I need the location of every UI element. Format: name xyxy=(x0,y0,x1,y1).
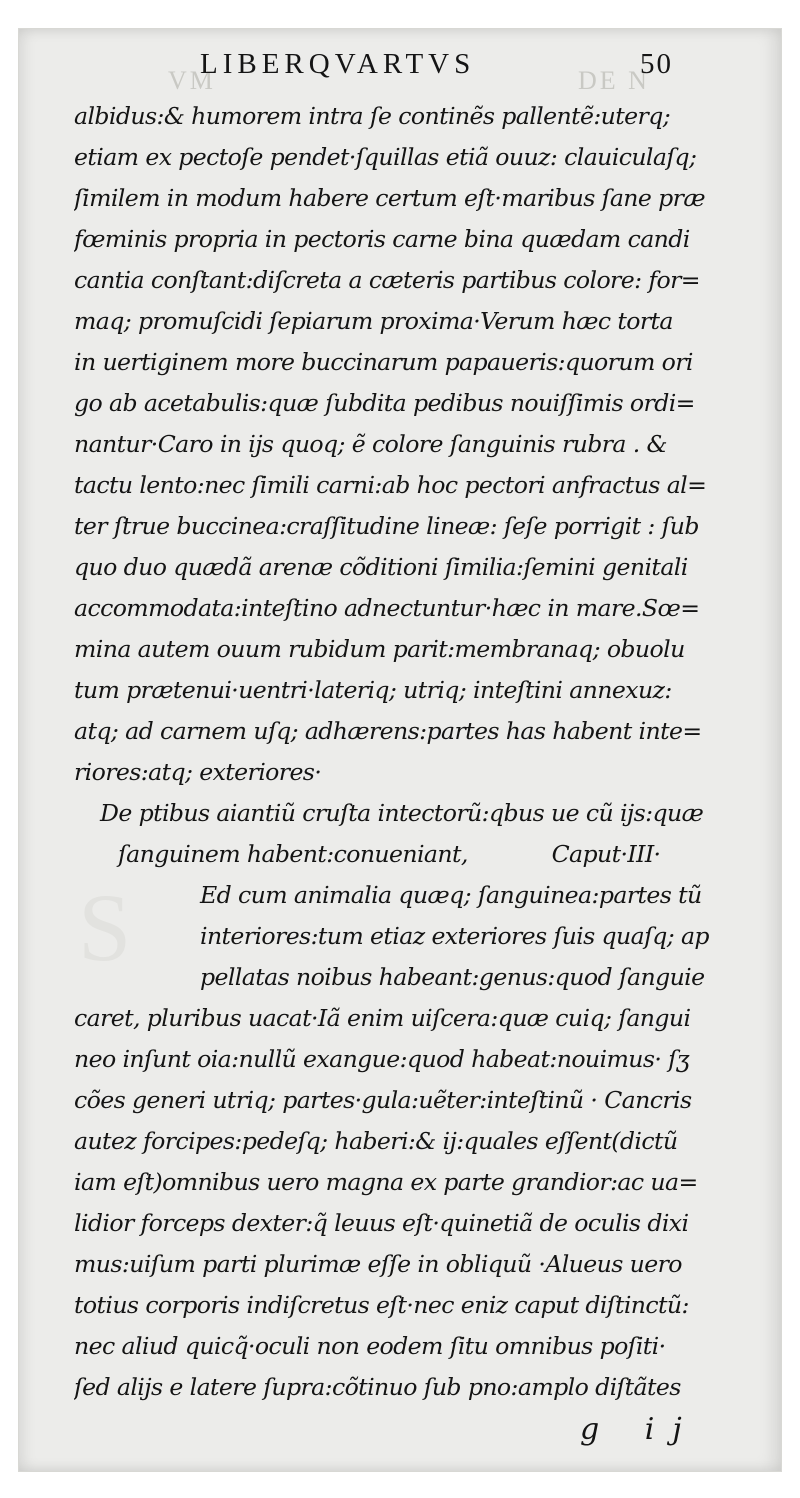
text-line: interiores:tum etiaz exteriores ſuis quaſq; ap xyxy=(200,922,709,950)
text-line: fœminis propria in pectoris carne bina quædam candi xyxy=(74,225,690,253)
text-line: autez forcipes:pedeſq; haberi:& ij:quales eſſent(dictũ xyxy=(74,1127,678,1155)
text-line: caret, pluribus uacat·Iã enim uiſcera:quæ cuiq; ſangui xyxy=(74,1004,691,1032)
chapter-heading-line xyxy=(74,834,746,875)
text-line: totius corporis indiſcretus eſt·nec eniz caput diſtinctũ: xyxy=(74,1291,689,1319)
text-line: in uertiginem more buccinarum papaueris:quorum ori xyxy=(74,348,693,376)
chapter-heading-line: De ptibus aiantiũ cruſta intectorũ:qbus ue cũ ijs:quæ xyxy=(100,799,704,827)
text-line: lidior forceps dexter:q̃ leuus eſt·quinetiã de oculis dixi xyxy=(74,1209,689,1237)
text-line: accommodata:inteſtino adnectuntur·hæc in mare.Sœ= xyxy=(74,594,700,622)
text-line: quo duo quædã arenæ cõditioni ſimilia:ſemini genitali xyxy=(74,553,688,581)
text-line: go ab acetabulis:quæ ſubdita pedibus nouiſſimis ordi= xyxy=(74,389,695,417)
folio-number: 50 xyxy=(640,48,673,80)
text-line: cões generi utriq; partes·gula:uẽter:inteſtinũ · Cancris xyxy=(74,1086,692,1114)
text-line: Ed cum animalia quæq; ſanguinea:partes tũ xyxy=(200,881,702,909)
body-text xyxy=(74,96,746,1408)
text-line: nec aliud quicq̃·oculi non eodem ſitu omnibus poſiti· xyxy=(74,1332,666,1360)
paragraph-continued xyxy=(74,96,746,793)
text-line: ſed alijs e latere ſupra:cõtinuo ſub pno:amplo diſtãtes xyxy=(74,1373,681,1401)
text-line: pellatas noibus habeant:genus:quod ſanguie xyxy=(200,963,705,991)
text-line: ter ſtrue buccinea:craſſitudine lineæ: ſeſe porrigit : ſub xyxy=(74,512,699,540)
text-line: etiam ex pectoſe pendet·ſquillas etiã ouuz: clauiculaſq; xyxy=(74,143,697,171)
text-line: riores:atq; exteriores· xyxy=(74,758,322,786)
chapter-heading xyxy=(74,793,746,875)
text-line: tactu lento:nec ſimili carni:ab hoc pectori anfractus al= xyxy=(74,471,707,499)
text-line: neo inſunt oia:nullũ exangue:quod habeat:nouimus· ſʒ xyxy=(74,1045,689,1073)
text-line: ſimilem in modum habere certum eſt·maribus ſane præ xyxy=(74,184,705,212)
text-line: nantur·Caro in ijs quoq; ẽ colore ſanguinis rubra . & xyxy=(74,430,667,458)
bleed-through-text-2: VM xyxy=(168,66,216,95)
drop-capital-space: S xyxy=(78,874,132,981)
text-line: mina autem ouum rubidum parit:membranaq; obuolu xyxy=(74,635,685,663)
text-line: cantia conſtant:diſcreta a cæteris partibus colore: for= xyxy=(74,266,700,294)
running-header xyxy=(200,48,680,81)
text-line: atq; ad carnem uſq; adhærens:partes has habent inte= xyxy=(74,717,702,745)
text-line: albidus:& humorem intra ſe continẽs pallentẽ:uterq; xyxy=(74,102,671,130)
text-line: iam eſt)omnibus uero magna ex parte grandior:ac ua= xyxy=(74,1168,698,1196)
chapter-heading-text: ſanguinem habent:conueniant, xyxy=(118,840,468,868)
running-title: LIBERQVARTVS xyxy=(200,48,476,80)
text-line: tum prætenui·uentri·lateriq; utriq; inteſtini annexuz: xyxy=(74,676,672,704)
chapter-label: Caput·III· xyxy=(551,840,661,868)
bleed-through-text: DE N xyxy=(578,66,650,95)
signature-mark: g ij xyxy=(580,1412,700,1447)
text-line: mus:uiſum parti plurimæ eſſe in obliquũ ·Alueus uero xyxy=(74,1250,682,1278)
chapter-paragraph xyxy=(74,875,746,1408)
text-line: maq; promuſcidi ſepiarum proxima·Verum hæc torta xyxy=(74,307,673,335)
